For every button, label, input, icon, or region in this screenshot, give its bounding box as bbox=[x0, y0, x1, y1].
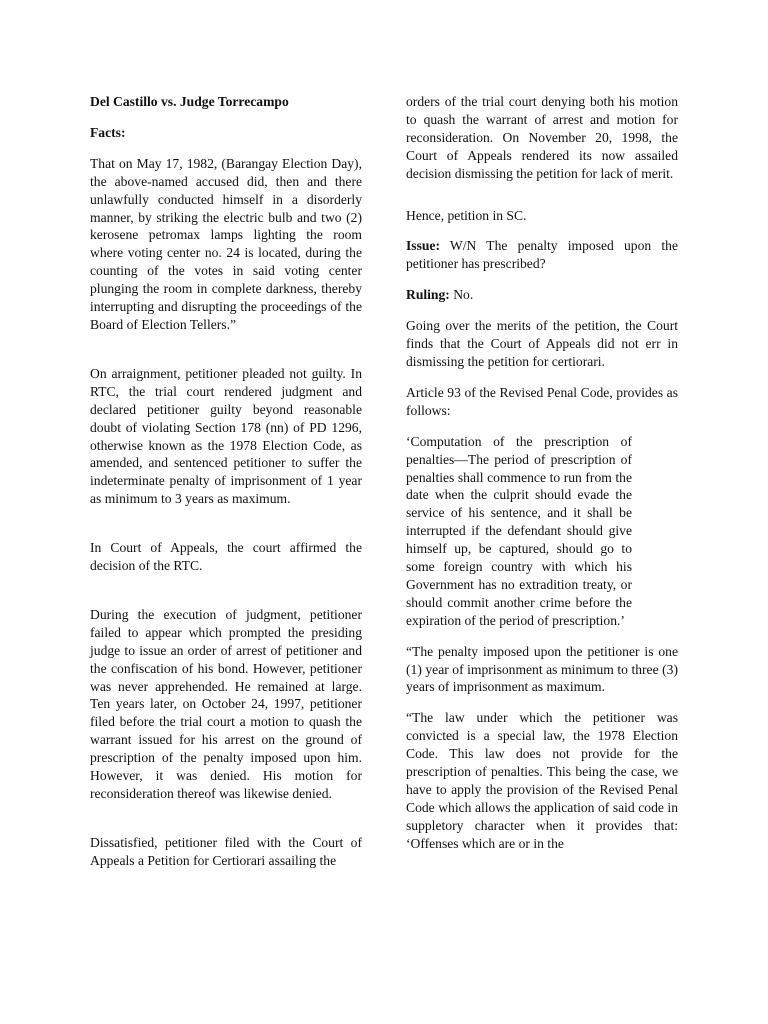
penalty-paragraph: “The penalty imposed upon the petitioner is one (1) year of imprisonment as minimum to three (3) years of imprisonment as maximum. bbox=[406, 643, 678, 695]
facts-heading: Facts: bbox=[90, 124, 126, 140]
right-column bbox=[406, 93, 678, 853]
issue-text: W/N The penalty imposed upon the petitioner has prescribed? bbox=[406, 238, 678, 272]
left-column bbox=[90, 93, 362, 870]
ruling-label: Ruling: bbox=[406, 287, 450, 303]
issue-label: Issue: bbox=[406, 238, 440, 254]
article-paragraph: Article 93 of the Revised Penal Code, provides as follows: bbox=[406, 384, 678, 418]
ruling-text: No. bbox=[449, 287, 474, 303]
special-law-paragraph: “The law under which the petitioner was convicted is a special law, the 1978 Election Code. This law does not provide for the prescription of penalties. This being the case, we have to apply the provision of the Revised Penal Code which allows the application of said code in suppletory character when it provides that: ‘Offenses which are or in the bbox=[406, 710, 678, 851]
certiorari-paragraph: Dissatisfied, petitioner filed with the Court of Appeals a Petition for Certiorari assailing the bbox=[90, 834, 362, 868]
court-of-appeals-paragraph: In Court of Appeals, the court affirmed the decision of the RTC. bbox=[90, 540, 362, 574]
execution-paragraph: During the execution of judgment, petitioner failed to appear which prompted the presiding judge to issue an order of arrest of petitioner and the confiscation of his bond. However, petitioner was never apprehended. He remained at large. Ten years later, on October 24, 1997, petitioner filed before the trial court a motion to quash the warrant issued for his arrest on the ground of prescription of the penalty imposed upon him. However, it was denied. His motion for reconsideration thereof was likewise denied. bbox=[90, 606, 362, 801]
issue-paragraph bbox=[406, 237, 678, 273]
ruling-paragraph bbox=[406, 286, 678, 304]
hence-paragraph: Hence, petition in SC. bbox=[406, 207, 527, 223]
merits-paragraph: Going over the merits of the petition, the Court finds that the Court of Appeals did not err in dismissing the petition for certiorari. bbox=[406, 318, 678, 369]
article-93-quote: ‘Computation of the prescription of penalties—The period of prescription of penalties shall commence to run from the date when the culprit should evade the service of his sentence, and it shall be interrupted if the defendant should give himself up, be captured, should go to some foreign country with which his Government has no extradition treaty, or should commit another crime before the expiration of the period of prescription.’ bbox=[406, 433, 632, 628]
facts-paragraph: That on May 17, 1982, (Barangay Election Day), the above-named accused did, then and there unlawfully conducted himself in a disorderly manner, by striking the electric bulb and two (2) kerosene petromax lamps lighting the room where voting center no. 24 is located, during the counting of the votes in said voting center plunging the room in complete darkness, thereby interrupting and disrupting the proceedings of the Board of Election Tellers.” bbox=[90, 155, 362, 332]
continuation-paragraph: orders of the trial court denying both his motion to quash the warrant of arrest and motion for reconsideration. On November 20, 1998, the Court of Appeals rendered its now assailed decision dismissing the petition for lack of merit. bbox=[406, 94, 678, 181]
arraignment-paragraph: On arraignment, petitioner pleaded not guilty. In RTC, the trial court rendered judgment and declared petitioner guilty beyond reasonable doubt of violating Section 178 (nn) of PD 1296, otherwise known as the 1978 Election Code, as amended, and sentenced petitioner to suffer the indeterminate penalty of imprisonment of 1 year as minimum to 3 years as maximum. bbox=[90, 365, 362, 507]
case-title: Del Castillo vs. Judge Torrecampo bbox=[90, 94, 289, 109]
